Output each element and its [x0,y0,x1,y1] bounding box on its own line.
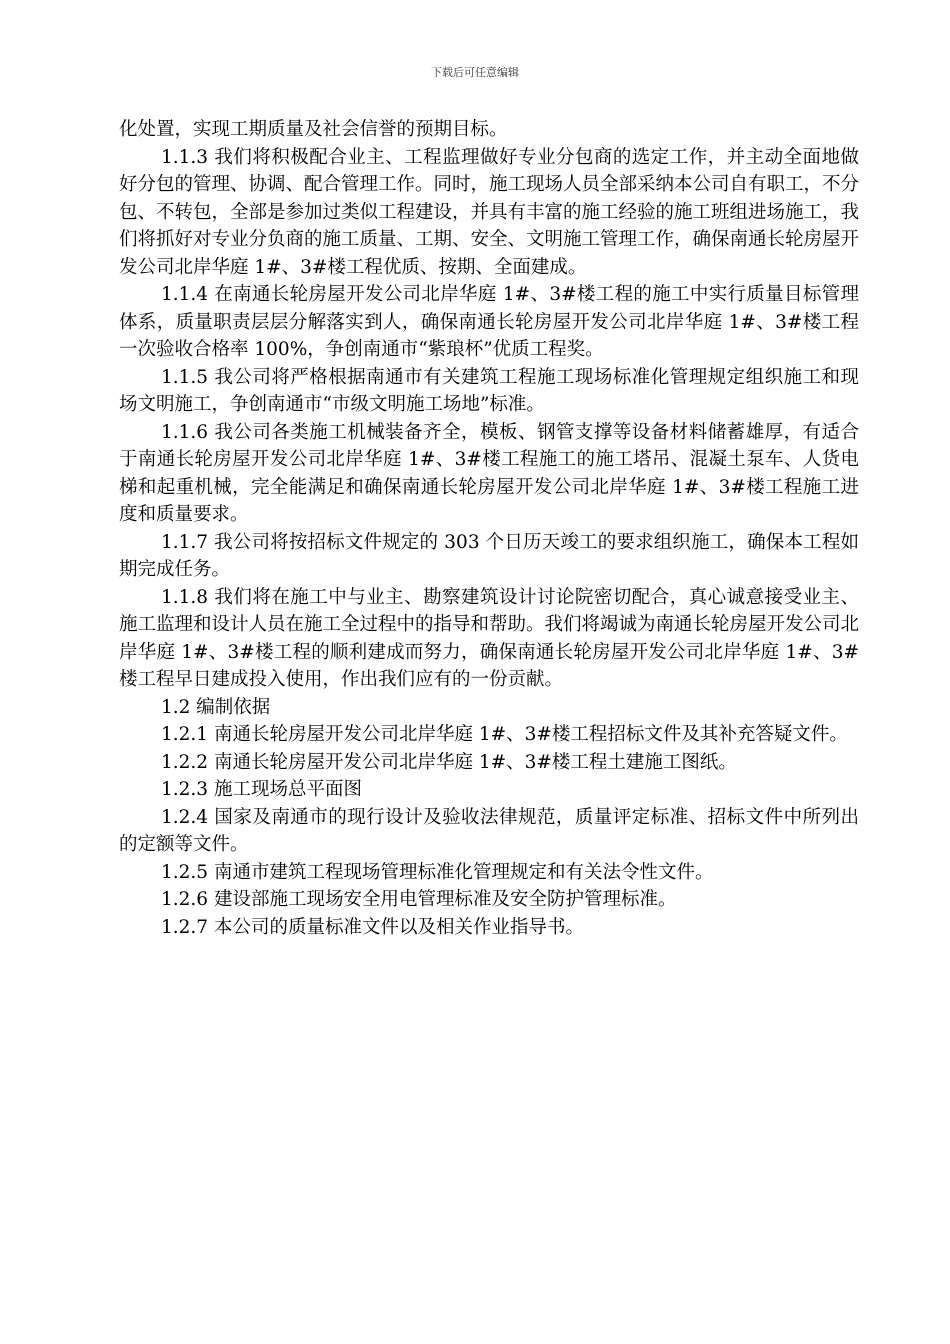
paragraph-1-2-7: 1.2.7 本公司的质量标准文件以及相关作业指导书。 [161,916,584,938]
section-heading-1-2: 1.2 编制依据 [161,696,271,718]
paragraph-1-2-1: 1.2.1 南通长轮房屋开发公司北岸华庭 1#、3#楼工程招标文件及其补充答疑文件。 [161,724,848,745]
paragraph-1-2-2: 1.2.2 南通长轮房屋开发公司北岸华庭 1#、3#楼工程土建施工图纸。 [161,751,737,773]
paragraph-1-1-7: 1.1.7 我公司将按招标文件规定的 303 个日历天竣工的要求组织施工，确保本工程如期完成任务。 [119,531,859,580]
paragraph-1-1-8: 1.1.8 我们将在施工中与业主、勘察建筑设计讨论院密切配合，真心诚意接受业主、施工监理和设计人员在施工全过程中的指导和帮助。我们将竭诚为南通长轮房屋开发公司北岸华庭 1#、3#楼工程的顺利建成而努力，确保南通长轮房屋开发公司北岸华庭 1#、3#楼工程早日建成投入使用，作出我们应有的一份贡献。 [119,586,860,690]
paragraph-1-2-5: 1.2.5 南通市建筑工程现场管理标准化管理规定和有关法令性文件。 [161,861,714,883]
paragraph-1-2-3: 1.2.3 施工现场总平面图 [161,779,362,800]
page-header: 下载后可任意编辑 [431,66,519,79]
paragraph-continuation: 化处置，实现工期质量及社会信誉的预期目标。 [119,119,508,140]
paragraph-1-1-5: 1.1.5 我公司将严格根据南通市有关建筑工程施工现场标准化管理规定组织施工和现场文明施工，争创南通市“市级文明施工场地”标准。 [119,366,859,415]
paragraph-1-2-6: 1.2.6 建设部施工现场安全用电管理标准及安全防护管理标准。 [161,889,677,910]
paragraph-1-1-4: 1.1.4 在南通长轮房屋开发公司北岸华庭 1#、3#楼工程的施工中实行质量目标管理体系，质量职责层层分解落实到人，确保南通长轮房屋开发公司北岸华庭 1#、3#楼工程一次验收合格率 100%，争创南通市“紫琅杯”优质工程奖。 [119,284,859,360]
paragraph-1-1-6: 1.1.6 我公司各类施工机械装备齐全，模板、钢管支撑等设备材料储蓄雄厚，有适合于南通长轮房屋开发公司北岸华庭 1#、3#楼工程施工的施工塔吊、混凝土泵车、人货电梯和起重机械，完全能满足和确保南通长轮房屋开发公司北岸华庭 1#、3#楼工程施工进度和质量要求。 [119,421,859,525]
paragraph-1-1-3: 1.1.3 我们将积极配合业主、工程监理做好专业分包商的选定工作，并主动全面地做好分包的管理、协调、配合管理工作。同时，施工现场人员全部采纳本公司自有职工，不分包、不转包，全部是参加过类似工程建设，并具有丰富的施工经验的施工班组进场施工，我们将抓好对专业分负商的施工质量、工期、安全、文明施工管理工作，确保南通长轮房屋开发公司北岸华庭 1#、3#楼工程优质、按期、全面建成。 [119,146,860,278]
paragraph-1-2-4: 1.2.4 国家及南通市的现行设计及验收法律规范，质量评定标准、招标文件中所列出的定额等文件。 [119,806,859,855]
document-body [119,116,859,941]
